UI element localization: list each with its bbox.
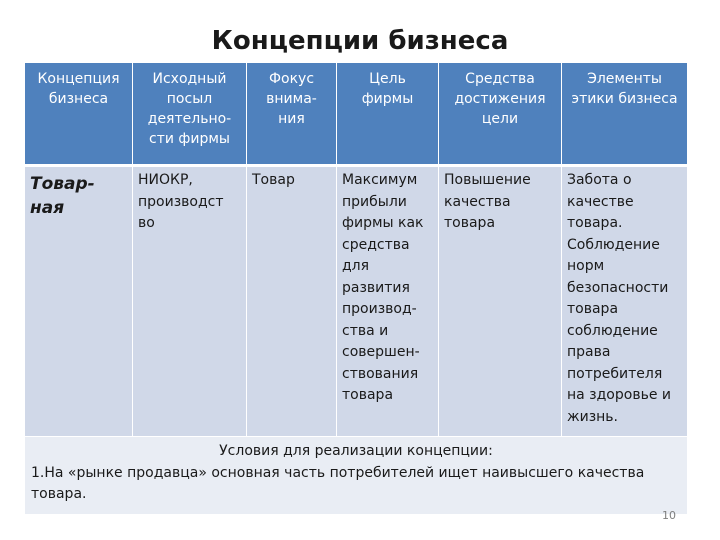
- cell-means: Повышение качества товара: [439, 167, 562, 436]
- page-number: 10: [662, 509, 676, 522]
- conditions-row: [25, 436, 687, 514]
- conditions-title: Условия для реализации концепции:: [219, 443, 493, 459]
- cell-premise: НИОКР, производст во: [133, 167, 247, 436]
- header-cell-goal: Цель фирмы: [337, 63, 439, 167]
- header-cell-premise: Исходный посыл деятельно- сти фирмы: [133, 63, 247, 167]
- conditions-cell: [25, 436, 687, 514]
- cell-concept: Товар- ная: [25, 167, 133, 436]
- header-cell-concept: Концепция бизнеса: [25, 63, 133, 167]
- concepts-table: [25, 63, 687, 514]
- cell-goal: Максимум прибыли фирмы как средства для развития производ- ства и совершен- ствования товара: [337, 167, 439, 436]
- conditions-text: 1.На «рынке продавца» основная часть потребителей ищет наивысшего качества товара.: [31, 464, 645, 502]
- table-row: [25, 167, 687, 436]
- cell-focus: Товар: [247, 167, 337, 436]
- slide-title: Концепции бизнеса: [211, 26, 509, 56]
- table-header-row: [25, 63, 687, 167]
- cell-ethics: Забота о качестве товара. Соблюдение норм безопасности товара соблюдение права потребителя на здоровье и жизнь.: [562, 167, 687, 436]
- header-cell-ethics: Элементы этики бизнеса: [562, 63, 687, 167]
- header-cell-means: Средства достижения цели: [439, 63, 562, 167]
- header-cell-focus: Фокус внима- ния: [247, 63, 337, 167]
